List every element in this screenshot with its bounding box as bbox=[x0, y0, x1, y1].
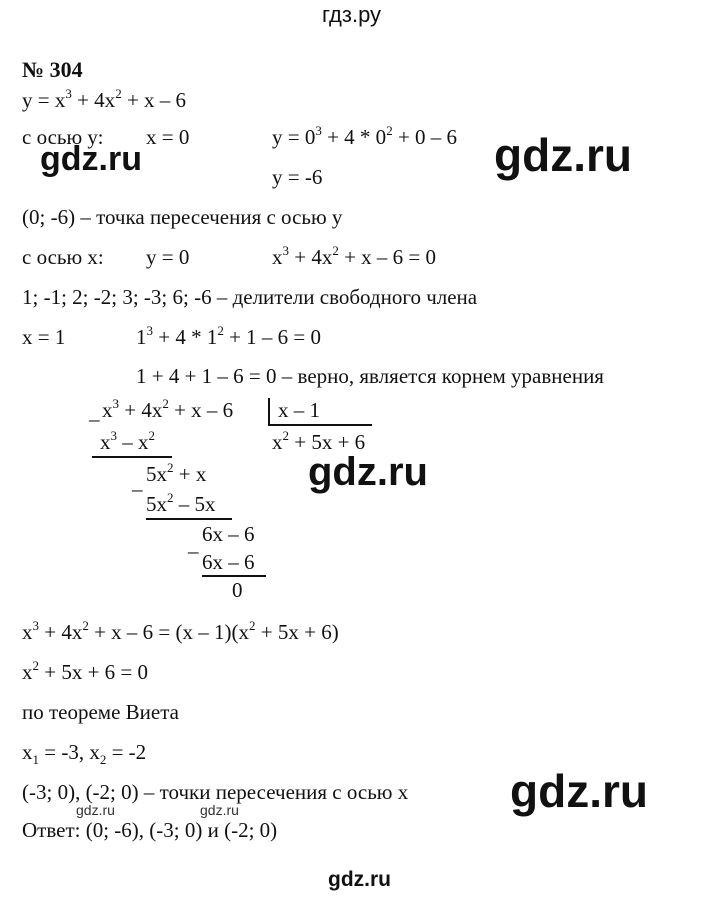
division-step1-rem: $5x^2 + x$ bbox=[146, 460, 207, 486]
check-result: 1 + 4 + 1 – 6 = 0 – верно, является корнем уравнения bbox=[136, 364, 604, 388]
division-minus: _ bbox=[132, 470, 143, 494]
division-final-remainder: 0 bbox=[232, 578, 243, 602]
x-intersection-points: (-3; 0), (-2; 0) – точки пересечения с осью х bbox=[22, 780, 409, 804]
y-axis-x-value: x = 0 bbox=[146, 125, 190, 149]
divisors-line: 1; -1; 2; -2; 3; -3; 6; -6 – делители свободного члена bbox=[22, 285, 478, 309]
quadratic-line: $x^2 + 5x + 6 = 0$ bbox=[22, 658, 149, 684]
watermark: gdz.ru bbox=[494, 129, 632, 181]
y-axis-calc: $y = 0^3 + 4 * 0^2 + 0 - 6$ bbox=[272, 123, 458, 149]
vieta-line: по теореме Виета bbox=[22, 700, 179, 724]
watermark: gdz.ru bbox=[40, 140, 142, 178]
check-x: x = 1 bbox=[22, 325, 66, 349]
x-axis-equation: $x^3 + 4x^2 + x - 6 = 0$ bbox=[272, 243, 437, 269]
watermark-small: gdz.ru bbox=[76, 802, 115, 818]
y-axis-label: с осью у: bbox=[22, 125, 104, 149]
check-calc: $1^3 + 4 * 1^2 + 1 - 6 = 0$ bbox=[136, 323, 322, 349]
x-axis-label: с осью х: bbox=[22, 245, 104, 269]
factorization-line: $x^3 + 4x^2 + x - 6 = (x - 1)(x^2 + 5x + 6)$ bbox=[22, 618, 339, 644]
roots-line: $x_1 = -3$, $x_2 = -2$ bbox=[22, 740, 147, 767]
watermark: gdz.ru bbox=[510, 765, 648, 817]
problem-number: № 304 bbox=[22, 57, 83, 82]
function-line: $y = x^3 + 4x^2 + x - 6$ bbox=[22, 86, 187, 112]
division-dividend: $x^3 + 4x^2 + x - 6$ bbox=[102, 396, 234, 422]
division-divisor: x – 1 bbox=[278, 398, 320, 422]
division-bracket-horizontal bbox=[268, 424, 372, 426]
answer-line: Ответ: (0; -6), (-3; 0) и (-2; 0) bbox=[22, 818, 278, 842]
division-rule-3 bbox=[202, 575, 266, 577]
footer-watermark: gdz.ru bbox=[328, 868, 391, 891]
division-step2-rem: 6x – 6 bbox=[202, 522, 255, 546]
header-watermark: гдз.ру bbox=[322, 2, 382, 27]
y-intersection-point: (0; -6) – точка пересечения с осью у bbox=[22, 205, 343, 229]
division-bracket-vertical bbox=[268, 398, 270, 426]
division-step1-sub: $x^3 - x^2$ bbox=[100, 428, 155, 454]
division-rule-2 bbox=[146, 518, 232, 520]
division-step3-sub: 6x – 6 bbox=[202, 550, 255, 574]
division-quotient: $x^2 + 5x + 6$ bbox=[272, 428, 366, 454]
x-axis-y-value: y = 0 bbox=[146, 245, 190, 269]
division-minus: _ bbox=[89, 400, 100, 424]
watermark-small: gdz.ru bbox=[200, 802, 239, 818]
y-axis-result: y = -6 bbox=[272, 165, 323, 189]
division-minus: _ bbox=[188, 532, 199, 556]
division-rule-1 bbox=[92, 456, 172, 458]
division-step2-sub: $5x^2 - 5x$ bbox=[146, 490, 216, 516]
watermark: gdz.ru bbox=[308, 450, 428, 494]
